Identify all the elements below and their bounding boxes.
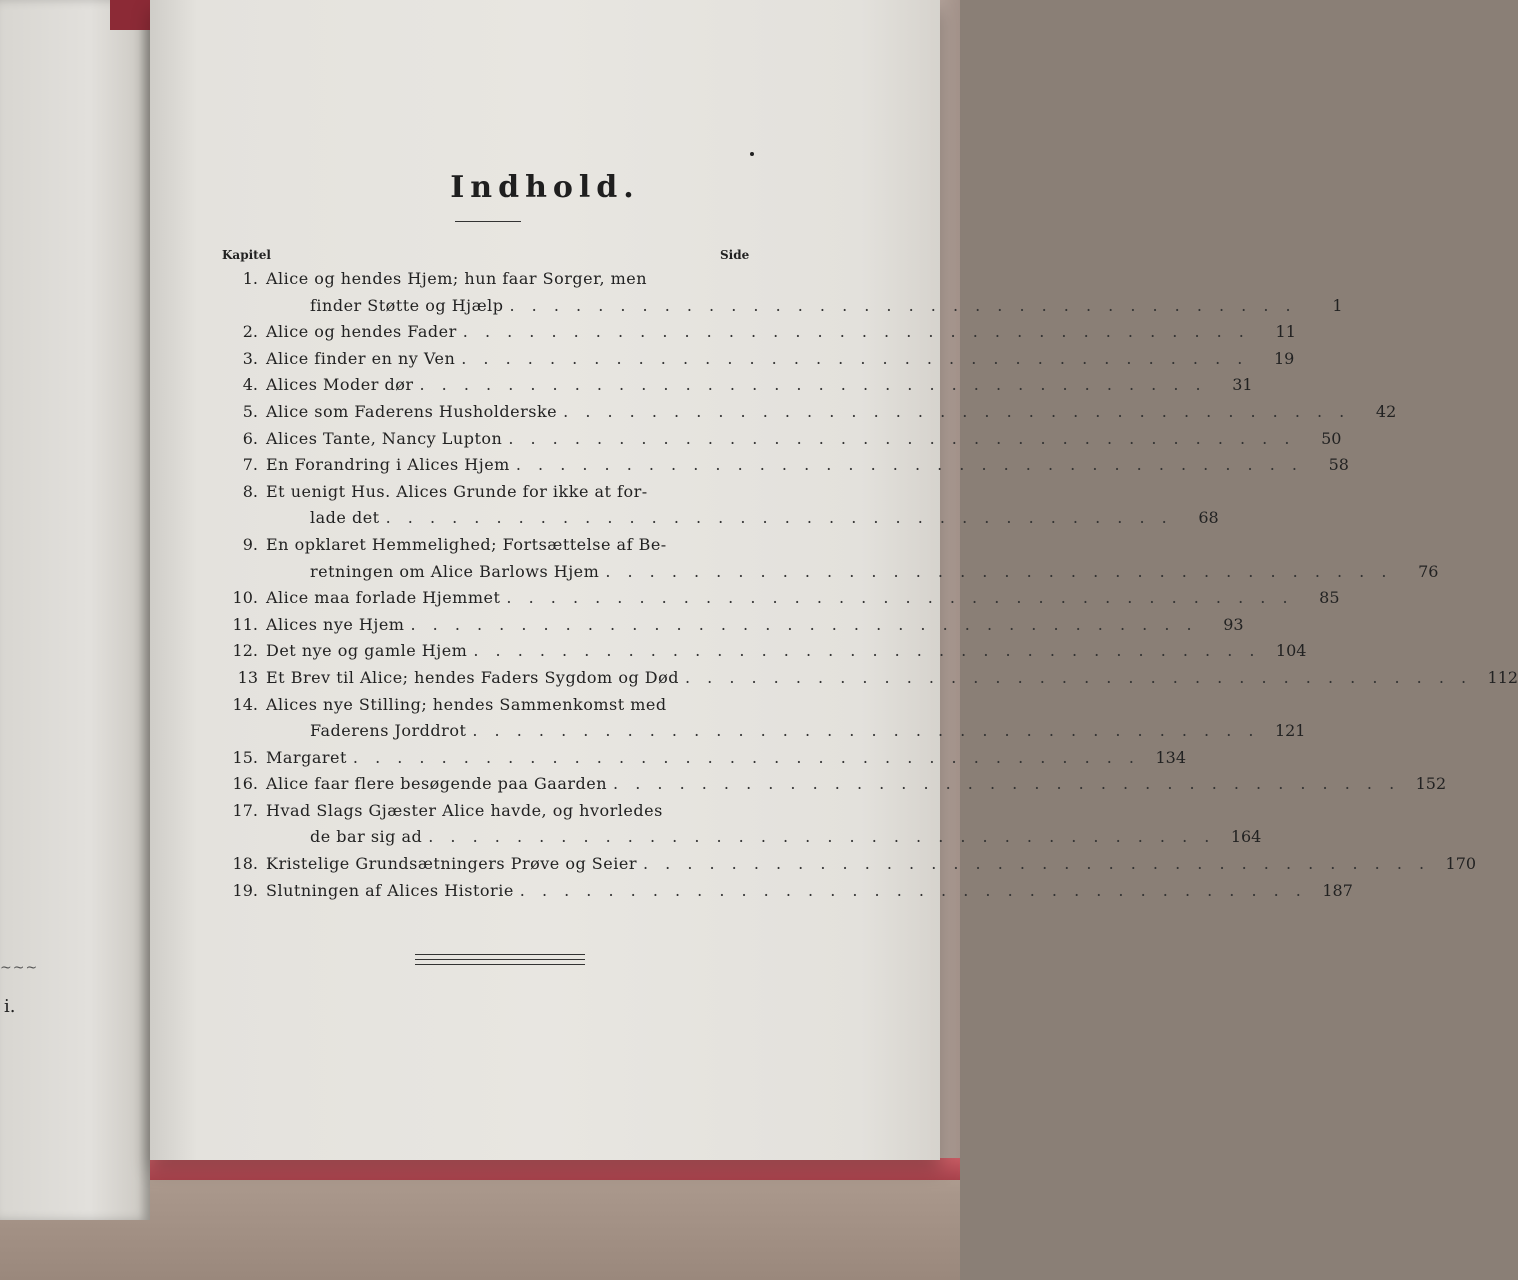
toc-line [222, 878, 1353, 905]
page-number: 164 [1230, 827, 1262, 847]
toc-line [222, 399, 1397, 426]
chapter-title: Alices Moder dør [266, 375, 414, 395]
chapter-number: 14. [232, 694, 258, 714]
toc-entry [222, 798, 1262, 851]
chapter-title: Slutningen af Alices Historie [266, 880, 514, 900]
page-number: 112 [1487, 667, 1518, 687]
chapter-number: 17. [232, 800, 258, 820]
page-number: 85 [1319, 588, 1340, 608]
contents-page [150, 0, 1518, 1160]
chapter-number: 6. [242, 428, 258, 448]
chapter-title: Et uenigt Hus. Alices Grunde for ikke at for- [266, 481, 648, 501]
chapter-title: En Forandring i Alices Hjem [266, 455, 510, 475]
chapter-title: Alice og hendes Hjem; hun faar Sorger, men [266, 269, 648, 288]
leader-dots: . . . . . . . . . . . . . . . . . . . . . . . . . . . . . . . . . . . . [385, 508, 1173, 528]
toc-entry [222, 771, 1447, 798]
toc-line [222, 346, 1295, 373]
book-cover-bottom [150, 1158, 960, 1180]
chapter-number: 11. [232, 614, 258, 634]
title-rule [455, 221, 521, 222]
toc-entry [222, 878, 1353, 905]
leader-dots: . . . . . . . . . . . . . . . . . . . . . . . . . . . . . . . . . . . . [613, 774, 1401, 794]
page-number: 68 [1198, 508, 1219, 528]
chapter-column-header: Kapitel [222, 248, 271, 262]
toc-line [222, 851, 1477, 878]
leader-dots: . . . . . . . . . . . . . . . . . . . . . . . . . . . . . . . . . . . . [563, 401, 1351, 421]
leader-dots: . . . . . . . . . . . . . . . . . . . . . . . . . . . . . . . . . . . . [352, 747, 1141, 767]
page-column-header: Side [720, 248, 750, 262]
toc-line [222, 452, 1349, 479]
toc-line [222, 479, 770, 506]
chapter-number: 12. [232, 641, 258, 661]
chapter-title: Kristelige Grundsætningers Prøve og Seier [266, 854, 637, 874]
chapter-number: 8. [242, 481, 258, 501]
toc-entry [222, 479, 1219, 532]
toc-line [222, 505, 1219, 532]
leader-dots: . . . . . . . . . . . . . . . . . . . . . . . . . . . . . . . . . . . . [428, 827, 1216, 847]
leader-dots: . . . . . . . . . . . . . . . . . . . . . . . . . . . . . . . . . . . . [462, 322, 1250, 342]
toc-line [222, 824, 1262, 851]
chapter-number: 1. [242, 269, 258, 288]
toc-entry [222, 452, 1349, 479]
page-number: 11 [1275, 322, 1296, 342]
chapter-number: 2. [242, 322, 258, 342]
leader-dots: . . . . . . . . . . . . . . . . . . . . . . . . . . . . . . . . . . . . [410, 614, 1198, 634]
left-page-squiggle: ~~~ [0, 960, 39, 976]
chapter-title: Margaret [266, 747, 347, 767]
page-number: 76 [1418, 561, 1439, 581]
toc-line [222, 612, 1244, 639]
toc-line [222, 798, 770, 825]
toc-line [222, 266, 770, 293]
page-title: Indhold. [450, 170, 640, 205]
leader-dots: . . . . . . . . . . . . . . . . . . . . . . . . . . . . . . . . . . . . [605, 561, 1393, 581]
toc-line [222, 293, 1343, 320]
toc-entry [222, 612, 1244, 639]
toc-entry [222, 692, 1306, 745]
chapter-title: Alice finder en ny Ven [266, 348, 456, 368]
toc-entry [222, 399, 1397, 426]
chapter-title: Alice maa forlade Hjemmet [266, 588, 501, 608]
toc-line [222, 559, 1439, 586]
toc-line [222, 585, 1340, 612]
toc-entry [222, 745, 1187, 772]
page-number: 42 [1375, 401, 1397, 421]
toc-line [222, 718, 1306, 745]
toc-entry [222, 638, 1307, 665]
chapter-number: 13 [237, 667, 258, 687]
chapter-title: retningen om Alice Barlows Hjem [310, 561, 600, 581]
page-number: 19 [1274, 348, 1295, 368]
page-number: 187 [1322, 880, 1353, 900]
leader-dots: . . . . . . . . . . . . . . . . . . . . . . . . . . . . . . . . . . . . [515, 455, 1303, 475]
page-number: 93 [1223, 614, 1244, 634]
chapter-number: 18. [232, 854, 258, 874]
toc-line [222, 745, 1187, 772]
left-page-mark: i. [4, 996, 16, 1017]
chapter-title: de bar sig ad [310, 827, 423, 847]
chapter-number: 15. [232, 747, 258, 767]
toc-entry [222, 319, 1296, 346]
chapter-number: 10. [232, 588, 258, 608]
leader-dots: . . . . . . . . . . . . . . . . . . . . . . . . . . . . . . . . . . . . [461, 348, 1249, 368]
chapter-title: Det nye og gamle Hjem [266, 641, 468, 661]
leader-dots: . . . . . . . . . . . . . . . . . . . . . . . . . . . . . . . . . . . . [508, 428, 1296, 448]
toc-entry [222, 426, 1342, 453]
page-number: 58 [1328, 455, 1349, 475]
book-cover-edge [110, 0, 150, 30]
page-number: 50 [1321, 428, 1342, 448]
toc-line [222, 372, 1253, 399]
chapter-title: Alices nye Hjem [266, 614, 405, 634]
toc-line [222, 532, 770, 559]
chapter-number: 4. [242, 375, 258, 395]
toc-line [222, 771, 1447, 798]
paper-speck [750, 152, 754, 156]
end-rule [415, 954, 585, 955]
toc-line [222, 426, 1342, 453]
chapter-title: En opklaret Hemmelighed; Fortsættelse af Be- [266, 534, 667, 554]
table-of-contents [222, 266, 1518, 904]
left-page [0, 0, 150, 1220]
toc-line [222, 319, 1296, 346]
chapter-title: Alice faar flere besøgende paa Gaarden [266, 774, 608, 794]
page-number: 121 [1274, 721, 1306, 741]
toc-entry [222, 532, 1439, 585]
chapter-number: 5. [242, 401, 258, 421]
chapter-title: Hvad Slags Gjæster Alice havde, og hvorledes [266, 800, 663, 820]
page-number: 31 [1232, 375, 1253, 395]
chapter-number: 19. [232, 880, 258, 900]
page-number: 104 [1275, 641, 1307, 661]
chapter-title: Alices nye Stilling; hendes Sammenkomst med [266, 694, 667, 714]
toc-line [222, 692, 770, 719]
leader-dots: . . . . . . . . . . . . . . . . . . . . . . . . . . . . . . . . . . . . [519, 880, 1307, 900]
end-rule [415, 959, 585, 960]
toc-entry [222, 346, 1295, 373]
page-number: 170 [1445, 854, 1477, 874]
page-number: 1 [1332, 295, 1343, 315]
end-rule [415, 964, 585, 965]
chapter-title: Faderens Jorddrot [310, 721, 467, 741]
toc-line [222, 665, 1518, 692]
chapter-title: finder Støtte og Hjælp [310, 295, 504, 315]
toc-entry [222, 372, 1253, 399]
chapter-number: 16. [232, 774, 258, 794]
leader-dots: . . . . . . . . . . . . . . . . . . . . . . . . . . . . . . . . . . . . [506, 588, 1294, 608]
chapter-number: 3. [242, 348, 258, 368]
toc-entry [222, 851, 1477, 878]
page-number: 152 [1415, 774, 1447, 794]
chapter-title: Alice som Faderens Husholderske [266, 401, 558, 421]
leader-dots: . . . . . . . . . . . . . . . . . . . . . . . . . . . . . . . . . . . . [472, 721, 1260, 741]
chapter-title: lade det [310, 508, 380, 528]
chapter-title: Alice og hendes Fader [266, 322, 457, 342]
leader-dots: . . . . . . . . . . . . . . . . . . . . . . . . . . . . . . . . . . . . [642, 854, 1431, 874]
chapter-number: 9. [242, 534, 258, 554]
toc-entry [222, 585, 1340, 612]
toc-entry [222, 665, 1518, 692]
chapter-number: 7. [242, 455, 258, 475]
leader-dots: . . . . . . . . . . . . . . . . . . . . . . . . . . . . . . . . . . . . [509, 295, 1297, 315]
chapter-title: Et Brev til Alice; hendes Faders Sygdom og Død [266, 667, 679, 687]
leader-dots: . . . . . . . . . . . . . . . . . . . . . . . . . . . . . . . . . . . . [419, 375, 1207, 395]
leader-dots: . . . . . . . . . . . . . . . . . . . . . . . . . . . . . . . . . . . . [473, 641, 1261, 661]
leader-dots: . . . . . . . . . . . . . . . . . . . . . . . . . . . . . . . . . . . . [684, 667, 1473, 687]
toc-line [222, 638, 1307, 665]
page-number: 134 [1155, 747, 1187, 767]
toc-entry [222, 266, 1343, 319]
chapter-title: Alices Tante, Nancy Lupton [266, 428, 503, 448]
